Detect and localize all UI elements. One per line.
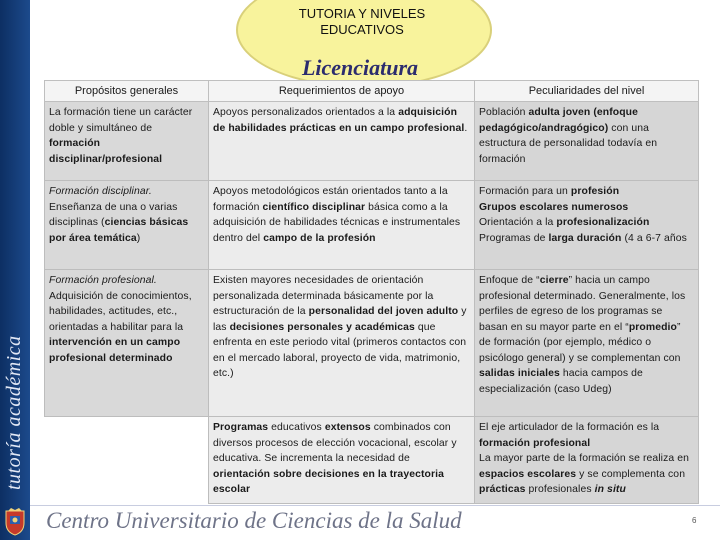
text-run: Programas (213, 422, 269, 433)
text-run: Grupos escolares numerosos (479, 201, 629, 213)
text-run: ” de formación (por ejemplo, médico o psicólogo general) y se complementan con (479, 321, 681, 364)
cell-row4-peculiaridades (475, 417, 699, 504)
text-run: ciencias básicas por área temática (49, 217, 189, 244)
text-run: Existen mayores necesidades de orientación personalizada determinada básicamente por la estructuración de la (213, 275, 434, 317)
cell-row1-requerimientos (209, 102, 475, 181)
text-run: Formación para un (479, 186, 571, 197)
cell-row3-propositos (45, 270, 209, 417)
text-run: Programas de (479, 232, 549, 244)
cell-row1-propositos (45, 102, 209, 181)
footer-divider (30, 505, 720, 506)
table-row (45, 417, 699, 504)
cell-row2-peculiaridades (475, 181, 699, 270)
text-run: Orientación a la (479, 217, 557, 228)
text-run: La mayor parte de la formación se realiza en (479, 453, 690, 464)
header-requerimientos: Requerimientos de apoyo (209, 81, 475, 102)
text-run: prácticas (479, 484, 526, 495)
text-run: que enfrenta en este periodo vital (primeros contactos con en el mercado laboral, proyecto de vida, matrimonio, etc.) (213, 321, 467, 379)
text-run: científico disciplinar (262, 201, 366, 213)
text-run: hacia campos de especialización (caso Udeg) (479, 368, 643, 395)
text-run: orientación sobre decisiones en la trayectoria escolar (213, 468, 444, 495)
text-run: La formación tiene un carácter doble y simultáneo de (49, 107, 193, 134)
university-crest-icon (4, 508, 26, 536)
text-run: cierre (539, 275, 569, 286)
text-run: larga duración (548, 232, 622, 244)
text-run: básica como a la adquisición de habilidades técnicas e instrumentales dentro del (213, 201, 461, 244)
text-run: y las (213, 306, 467, 333)
text-run: . (464, 122, 468, 134)
cell-paragraph (479, 420, 694, 451)
text-run: decisiones personales y académicas (229, 321, 415, 333)
text-run: promedio (628, 321, 677, 333)
table-row (45, 270, 699, 417)
text-run: Formación disciplinar. (49, 186, 152, 197)
cell-paragraph (479, 451, 694, 498)
text-run: Formación profesional. (49, 275, 157, 286)
text-run: ” hacia un campo profesional determinado. Generalmente, los perfiles de egreso de los programas se basan en su mayor parte en el “ (479, 275, 686, 333)
table-row (45, 102, 699, 181)
footer-institution: Centro Universitario de Ciencias de la Salud (46, 508, 462, 533)
cell-row3-peculiaridades (475, 270, 699, 417)
text-run: Enseñanza de una o varias disciplinas ( (49, 201, 178, 228)
text-run: extensos (324, 422, 371, 433)
text-run: salidas iniciales (479, 368, 560, 379)
cell-paragraph (479, 215, 694, 231)
page-subtitle: Licenciatura (301, 55, 419, 80)
cell-paragraph (479, 184, 694, 200)
cell-paragraph (479, 200, 694, 216)
text-run: adquisición de habilidades prácticas en un campo profesional (213, 107, 465, 134)
comparison-table (44, 80, 699, 504)
text-run: espacios escolares (479, 468, 577, 480)
text-run: formación disciplinar/profesional (49, 138, 163, 165)
text-run: Población (479, 107, 529, 118)
page-title-line-2: EDUCATIVOS (320, 22, 404, 37)
text-run: El eje articulador de la formación es la (479, 422, 660, 433)
cell-row2-requerimientos (209, 181, 475, 270)
text-run: combinados con diversos procesos de elección vocacional, escolar y educativa. Se incrementa la necesidad de (213, 422, 457, 464)
text-run: adulta joven (enfoque pedagógico/andragógico) (479, 107, 639, 134)
text-run: formación profesional (479, 437, 591, 449)
text-run: profesionalización (556, 217, 650, 228)
table-row (45, 181, 699, 270)
cell-row2-propositos (45, 181, 209, 270)
text-run: Enfoque de “ (479, 275, 540, 286)
page-title-line-1: TUTORIA Y NIVELES (298, 6, 426, 21)
text-run: profesionales (525, 484, 595, 495)
comparison-table-wrapper (44, 80, 698, 504)
text-run: Adquisición de conocimientos, habilidades, actitudes, etc., orientadas a habilitar para la (49, 290, 192, 333)
cell-paragraph (479, 231, 694, 247)
table-header-row (45, 81, 699, 102)
text-run: intervención en un campo profesional determinado (49, 337, 181, 364)
text-run: personalidad del joven adulto (308, 306, 459, 317)
text-run: profesión (570, 186, 620, 197)
cell-row4-requerimientos (209, 417, 475, 504)
text-run: campo de la profesión (263, 232, 376, 244)
cell-row1-peculiaridades (475, 102, 699, 181)
text-run: con una estructura de personalidad todavía en formación (479, 122, 658, 165)
side-label: tutoría académica (3, 335, 25, 490)
text-run: Apoyos personalizados orientados a la (213, 107, 399, 118)
text-run: (4 a 6-7 años (621, 232, 687, 244)
text-run: Apoyos metodológicos están orientados tanto a la formación (213, 186, 448, 213)
text-run: y se complementa con (576, 468, 686, 480)
text-run: educativos (268, 422, 325, 433)
text-run: in situ (594, 484, 626, 495)
cell-row3-requerimientos (209, 270, 475, 417)
text-run: ) (136, 232, 141, 244)
page-title (262, 6, 462, 38)
cell-row4-empty (45, 417, 209, 504)
header-peculiaridades: Peculiaridades del nivel (475, 81, 699, 102)
header-propositos: Propósitos generales (45, 81, 209, 102)
page-number: 6 (692, 516, 697, 525)
